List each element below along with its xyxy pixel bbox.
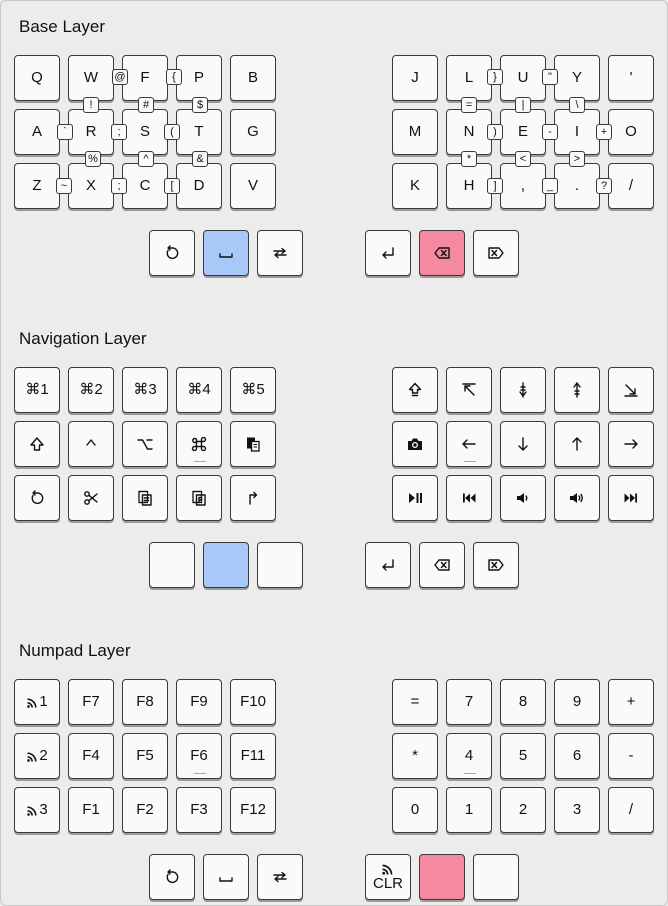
key-previous-track[interactable]: [446, 475, 492, 521]
key-option[interactable]: [122, 421, 168, 467]
key-label: 6: [572, 747, 582, 765]
shift-icon: [28, 435, 46, 453]
key-redo[interactable]: [230, 475, 276, 521]
key-label: W: [83, 69, 99, 87]
key-label: R: [85, 123, 97, 141]
thumb-key-backspace[interactable]: [419, 542, 465, 588]
key-v[interactable]: [230, 163, 276, 209]
combo-key[interactable]: @: [112, 69, 128, 85]
arrow-down-icon: [514, 435, 532, 453]
layer-title: Numpad Layer: [19, 641, 131, 660]
key-4[interactable]: [446, 733, 492, 779]
key-shift[interactable]: [14, 421, 60, 467]
key-label: F9: [190, 693, 208, 711]
end-icon: [622, 381, 640, 399]
key-label: ⌘3: [133, 381, 157, 399]
key-e[interactable]: [500, 109, 546, 155]
key-page-up[interactable]: [554, 367, 600, 413]
key-label: ⌘5: [241, 381, 265, 399]
play-pause-icon: [406, 489, 424, 507]
key-k[interactable]: [392, 163, 438, 209]
key-bluetooth-profile[interactable]: [14, 733, 60, 779]
key-end[interactable]: [608, 367, 654, 413]
paste-text-icon: [190, 489, 208, 507]
backspace-icon: [433, 244, 451, 262]
key-label: F3: [190, 801, 208, 819]
combo-key[interactable]: \: [569, 97, 585, 113]
key-undo[interactable]: [14, 475, 60, 521]
key-f6[interactable]: [176, 733, 222, 779]
key-2[interactable]: [500, 787, 546, 833]
key-6[interactable]: [554, 733, 600, 779]
key-label: ⌘1: [25, 381, 49, 399]
command-icon: [190, 435, 208, 453]
thumb-key-blank[interactable]: [257, 542, 303, 588]
undo-icon: [163, 868, 181, 886]
key-4[interactable]: [176, 367, 222, 413]
key-9[interactable]: [554, 679, 600, 725]
key-y[interactable]: [554, 55, 600, 101]
key-label: F4: [82, 747, 100, 765]
combo-key[interactable]: (: [164, 124, 180, 140]
key-label: 5: [518, 747, 528, 765]
key-label: 8: [518, 693, 528, 711]
thumb-key-backspace[interactable]: [419, 230, 465, 276]
key-label: D: [193, 177, 205, 195]
key-label: A: [31, 123, 42, 141]
combo-key[interactable]: ;: [111, 124, 127, 140]
key-blank[interactable]: [608, 787, 654, 833]
thumb-key-undo[interactable]: [149, 854, 195, 900]
key-label: ⌘4: [187, 381, 211, 399]
key-label: C: [139, 177, 151, 195]
key-r[interactable]: [68, 109, 114, 155]
key-z[interactable]: [14, 163, 60, 209]
tab-icon: [271, 868, 289, 886]
option-icon: [136, 435, 154, 453]
combo-key[interactable]: ^: [138, 151, 154, 167]
key-command[interactable]: [176, 421, 222, 467]
bluetooth-profile-icon: [26, 750, 39, 763]
arrow-right-icon: [622, 435, 640, 453]
key-7[interactable]: [446, 679, 492, 725]
key-label: =: [410, 693, 420, 711]
key-label: M: [408, 123, 422, 141]
key-label: +: [626, 693, 636, 711]
thumb-key-bluetooth-clear[interactable]: [365, 854, 411, 900]
key-blank[interactable]: [500, 163, 546, 209]
key-label: S: [139, 123, 150, 141]
key-label: X: [85, 177, 96, 195]
key-label: 9: [572, 693, 582, 711]
key-5[interactable]: [230, 367, 276, 413]
key-1[interactable]: [446, 787, 492, 833]
thumb-key-tab[interactable]: [257, 854, 303, 900]
key-f3[interactable]: [176, 787, 222, 833]
enter-icon: [379, 556, 397, 574]
key-paste[interactable]: [230, 421, 276, 467]
key-label: ⌘2: [79, 381, 103, 399]
key-i[interactable]: [554, 109, 600, 155]
key-f2[interactable]: [122, 787, 168, 833]
paste-icon: [244, 435, 262, 453]
key-f12[interactable]: [230, 787, 276, 833]
cut-icon: [82, 489, 100, 507]
key-home[interactable]: [446, 367, 492, 413]
key-next-track[interactable]: [608, 475, 654, 521]
combo-key[interactable]: ): [487, 124, 503, 140]
thumb-key-tab[interactable]: [257, 230, 303, 276]
hold-indicator: [464, 773, 476, 774]
key-f[interactable]: [122, 55, 168, 101]
combo-key[interactable]: $: [192, 97, 208, 113]
combo-key[interactable]: ?: [596, 178, 612, 194]
next-track-icon: [622, 489, 640, 507]
thumb-key-space[interactable]: [203, 230, 249, 276]
bluetooth-clear-icon: [381, 862, 395, 876]
layer-title: Navigation Layer: [19, 329, 147, 348]
key-blank[interactable]: [554, 163, 600, 209]
key-label: 0: [410, 801, 420, 819]
key-3[interactable]: [554, 787, 600, 833]
key-3[interactable]: [122, 367, 168, 413]
combo-key[interactable]: `: [57, 124, 73, 140]
key-caps-lock[interactable]: [392, 367, 438, 413]
delete-icon: [487, 244, 505, 262]
key-label: /: [628, 801, 634, 819]
key-label: F1: [82, 801, 100, 819]
key-label: F8: [136, 693, 154, 711]
key-label: J: [411, 69, 419, 87]
key-p[interactable]: [176, 55, 222, 101]
key-g[interactable]: [230, 109, 276, 155]
tab-icon: [271, 244, 289, 262]
key-q[interactable]: [14, 55, 60, 101]
key-label: 4: [464, 747, 474, 765]
key-f7[interactable]: [68, 679, 114, 725]
delete-icon: [487, 556, 505, 574]
key-label: N: [463, 123, 475, 141]
key-f1[interactable]: [68, 787, 114, 833]
bluetooth-profile-icon: [26, 696, 39, 709]
combo-key[interactable]: }: [487, 69, 503, 85]
thumb-key-space[interactable]: [203, 854, 249, 900]
key-camera[interactable]: [392, 421, 438, 467]
key-label: F10: [240, 693, 266, 711]
key-a[interactable]: [14, 109, 60, 155]
thumb-key-blank[interactable]: [419, 854, 465, 900]
key-0[interactable]: [392, 787, 438, 833]
combo-key[interactable]: =: [461, 97, 477, 113]
combo-key[interactable]: |: [515, 97, 531, 113]
key-label: E: [517, 123, 528, 141]
key-label: P: [193, 69, 204, 87]
key-label: 1: [39, 693, 48, 711]
key-m[interactable]: [392, 109, 438, 155]
key-page-down[interactable]: [500, 367, 546, 413]
caps-lock-icon: [406, 381, 424, 399]
key-paste-text[interactable]: [176, 475, 222, 521]
key-label: F2: [136, 801, 154, 819]
key-bluetooth-profile[interactable]: [14, 679, 60, 725]
key-volume-down[interactable]: [500, 475, 546, 521]
enter-icon: [379, 244, 397, 262]
control-icon: [82, 435, 100, 453]
key-blank[interactable]: [392, 733, 438, 779]
key-volume-up[interactable]: [554, 475, 600, 521]
redo-icon: [244, 489, 262, 507]
key-label: F6: [190, 747, 208, 765]
key-u[interactable]: [500, 55, 546, 101]
thumb-key-undo[interactable]: [149, 230, 195, 276]
key-label: F11: [240, 747, 266, 765]
key-label: I: [574, 123, 580, 141]
key-label: -: [628, 747, 634, 765]
key-label: F12: [240, 801, 266, 819]
key-label: U: [517, 69, 529, 87]
key-arrow-up[interactable]: [554, 421, 600, 467]
combo-key[interactable]: !: [83, 97, 99, 113]
combo-key[interactable]: >: [569, 151, 585, 167]
key-t[interactable]: [176, 109, 222, 155]
combo-key[interactable]: ~: [56, 178, 72, 194]
key-label: H: [463, 177, 475, 195]
key-w[interactable]: [68, 55, 114, 101]
key-f8[interactable]: [122, 679, 168, 725]
key-blank[interactable]: [392, 679, 438, 725]
undo-icon: [28, 489, 46, 507]
key-label: F5: [136, 747, 154, 765]
combo-key[interactable]: ;: [111, 178, 127, 194]
copy-icon: [136, 489, 154, 507]
key-arrow-down[interactable]: [500, 421, 546, 467]
key-c[interactable]: [122, 163, 168, 209]
key-s[interactable]: [122, 109, 168, 155]
thumb-key-enter[interactable]: [365, 542, 411, 588]
thumb-key-blank[interactable]: [149, 542, 195, 588]
combo-key[interactable]: [: [164, 178, 180, 194]
layer-title: Base Layer: [19, 17, 105, 36]
key-label: T: [194, 123, 204, 141]
key-f10[interactable]: [230, 679, 276, 725]
key-f9[interactable]: [176, 679, 222, 725]
hold-indicator: [194, 773, 206, 774]
undo-icon: [163, 244, 181, 262]
arrow-up-icon: [568, 435, 586, 453]
bluetooth-profile-icon: [26, 804, 39, 817]
volume-down-icon: [514, 489, 532, 507]
volume-up-icon: [568, 489, 586, 507]
key-label: K: [409, 177, 420, 195]
key-label: B: [247, 69, 258, 87]
page-up-icon: [568, 381, 586, 399]
key-blank[interactable]: [608, 679, 654, 725]
key-label: *: [412, 747, 418, 765]
key-label: 3: [572, 801, 582, 819]
backspace-icon: [433, 556, 451, 574]
space-icon: [217, 868, 235, 886]
key-f4[interactable]: [68, 733, 114, 779]
camera-icon: [406, 435, 424, 453]
arrow-left-icon: [460, 435, 478, 453]
key-1[interactable]: [14, 367, 60, 413]
thumb-key-delete[interactable]: [473, 230, 519, 276]
key-2[interactable]: [68, 367, 114, 413]
key-label: Y: [571, 69, 582, 87]
key-label: G: [247, 123, 259, 141]
key-label: 1: [464, 801, 474, 819]
hold-indicator: [464, 461, 476, 462]
thumb-key-enter[interactable]: [365, 230, 411, 276]
space-icon: [217, 244, 235, 262]
thumb-key-blank[interactable]: [203, 542, 249, 588]
key-blank[interactable]: [608, 55, 654, 101]
key-play-pause[interactable]: [392, 475, 438, 521]
key-label: Q: [31, 69, 43, 87]
page-down-icon: [514, 381, 532, 399]
combo-key[interactable]: ]: [487, 178, 503, 194]
key-8[interactable]: [500, 679, 546, 725]
key-label: 3: [39, 801, 48, 819]
key-label: ,: [520, 177, 526, 195]
key-copy[interactable]: [122, 475, 168, 521]
key-l[interactable]: [446, 55, 492, 101]
key-arrow-right[interactable]: [608, 421, 654, 467]
key-blank[interactable]: [608, 733, 654, 779]
key-label: F7: [82, 693, 100, 711]
key-5[interactable]: [500, 733, 546, 779]
thumb-key-blank[interactable]: [473, 854, 519, 900]
key-f5[interactable]: [122, 733, 168, 779]
key-j[interactable]: [392, 55, 438, 101]
previous-track-icon: [460, 489, 478, 507]
key-control[interactable]: [68, 421, 114, 467]
combo-key[interactable]: -: [542, 124, 558, 140]
key-label: CLR: [372, 875, 403, 893]
combo-key[interactable]: <: [515, 151, 531, 167]
key-label: Z: [32, 177, 42, 195]
combo-key[interactable]: #: [138, 97, 154, 113]
key-label: 7: [464, 693, 474, 711]
key-blank[interactable]: [608, 163, 654, 209]
combo-key[interactable]: ": [542, 69, 558, 85]
key-x[interactable]: [68, 163, 114, 209]
key-label: V: [247, 177, 258, 195]
hold-indicator: [194, 461, 206, 462]
key-label: .: [574, 177, 580, 195]
key-b[interactable]: [230, 55, 276, 101]
key-o[interactable]: [608, 109, 654, 155]
key-label: /: [628, 177, 634, 195]
combo-key[interactable]: *: [461, 151, 477, 167]
key-label: L: [464, 69, 474, 87]
key-f11[interactable]: [230, 733, 276, 779]
combo-key[interactable]: &: [192, 151, 208, 167]
key-arrow-left[interactable]: [446, 421, 492, 467]
key-label: F: [140, 69, 150, 87]
key-label: ': [629, 69, 633, 87]
combo-key[interactable]: +: [596, 124, 612, 140]
key-label: O: [625, 123, 637, 141]
key-label: 2: [39, 747, 48, 765]
thumb-key-delete[interactable]: [473, 542, 519, 588]
key-bluetooth-profile[interactable]: [14, 787, 60, 833]
key-n[interactable]: [446, 109, 492, 155]
combo-key[interactable]: %: [85, 151, 101, 167]
home-icon: [460, 381, 478, 399]
combo-key[interactable]: {: [166, 69, 182, 85]
key-label: 2: [518, 801, 528, 819]
key-h[interactable]: [446, 163, 492, 209]
key-d[interactable]: [176, 163, 222, 209]
key-cut[interactable]: [68, 475, 114, 521]
combo-key[interactable]: _: [542, 178, 558, 194]
